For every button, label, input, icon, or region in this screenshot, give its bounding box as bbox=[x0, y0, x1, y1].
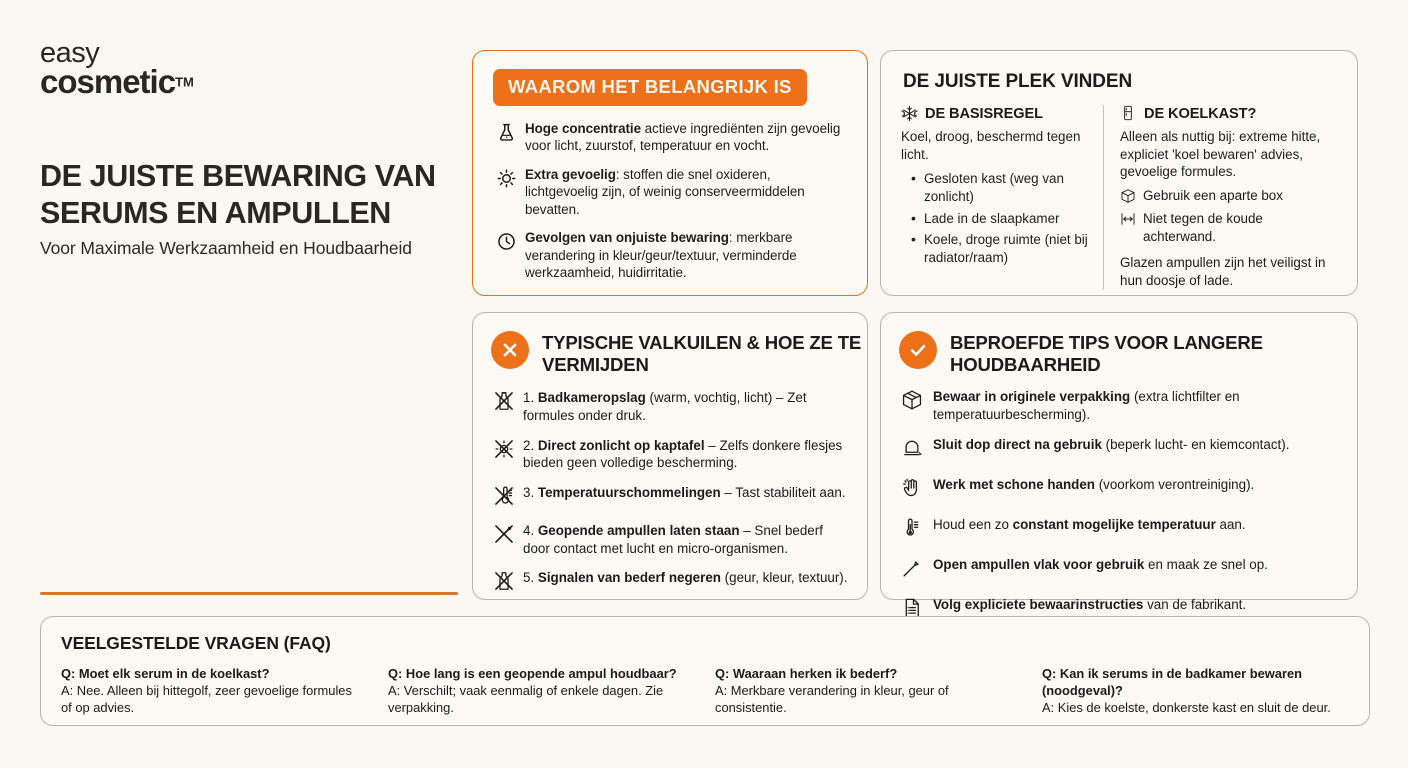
list-item bbox=[1120, 210, 1335, 245]
fridge-icon bbox=[1120, 105, 1137, 122]
list-item: • Gesloten kast (weg van zonlicht) bbox=[911, 170, 1103, 205]
list-item-text bbox=[929, 436, 1289, 454]
list-item-bold: Signalen van bederf negeren bbox=[537, 570, 721, 586]
list-item bbox=[895, 476, 1339, 504]
list-item: • Lade in de slaapkamer bbox=[911, 210, 1103, 228]
list-item bbox=[491, 166, 847, 218]
list-item-text bbox=[521, 229, 847, 281]
list-item bbox=[487, 389, 851, 424]
x-circle-icon bbox=[491, 331, 529, 369]
list-item-bold: Bewaar in originele verpakking bbox=[933, 389, 1131, 405]
list-item-pre: Houd een zo bbox=[933, 516, 1013, 532]
brand-logo bbox=[40, 37, 460, 100]
faq-question: Q: Moet elk serum in de koelkast? bbox=[61, 666, 270, 681]
faq-answer: A: Kies de koelste, donkerste kast en sluit de deur. bbox=[1042, 700, 1331, 716]
list-item-text bbox=[521, 120, 847, 155]
card-why-pill-title: WAAROM HET BELANGRIJK IS bbox=[493, 69, 807, 106]
faq-question: Q: Hoe lang is een geopende ampul houdbaar? bbox=[388, 666, 677, 681]
list-item-rest: : merkbare verandering in kleur/geur/textuur, verminderde werkzaamheid, huidirritatie. bbox=[525, 230, 797, 280]
list-item-bold: Badkameropslag bbox=[537, 390, 646, 406]
list-item bbox=[491, 229, 847, 281]
list-item-bold: Geopende ampullen laten staan bbox=[537, 522, 740, 538]
check-circle-icon bbox=[899, 331, 937, 369]
list-item bbox=[895, 556, 1339, 584]
list-item-rest: – Snel bederf door contact met lucht en micro-organismen. bbox=[523, 522, 823, 556]
faq-item bbox=[1042, 665, 1369, 716]
box-3d-icon bbox=[895, 388, 929, 416]
card-faq bbox=[40, 616, 1370, 726]
cap-icon bbox=[895, 436, 929, 464]
faq-question: Q: Waaraan herken ik bederf? bbox=[715, 666, 898, 681]
card-place-columns bbox=[881, 105, 1357, 290]
list-item bbox=[487, 437, 851, 472]
faq-grid bbox=[61, 665, 1369, 716]
basisregel-intro: Koel, droog, beschermd tegen licht. bbox=[901, 129, 1081, 162]
list-item-bold: Hoge concentratie bbox=[525, 121, 641, 136]
list-item-number: 2. bbox=[523, 437, 538, 453]
list-item-rest: (voorkom verontreiniging). bbox=[1094, 476, 1255, 492]
no-sun-icon bbox=[487, 437, 521, 463]
list-item-text bbox=[929, 388, 1339, 423]
list-item bbox=[487, 522, 851, 557]
list-item-rest: – Zelfs donkere flesjes bieden geen volledige bescherming. bbox=[523, 437, 843, 471]
list-item bbox=[895, 516, 1339, 544]
list-item-text bbox=[929, 596, 1246, 614]
list-item-text bbox=[929, 476, 1254, 494]
list-item-bold: Gevolgen van onjuiste bewaring bbox=[525, 230, 729, 246]
faq-item bbox=[61, 665, 388, 716]
card-pitfalls-header bbox=[491, 331, 867, 375]
faq-item bbox=[388, 665, 715, 716]
list-item bbox=[1120, 187, 1335, 204]
list-item-text bbox=[521, 522, 851, 557]
basisregel-bullets bbox=[911, 170, 1103, 266]
card-why-important bbox=[472, 50, 868, 296]
list-item-bold: Open ampullen vlak voor gebruik bbox=[933, 556, 1145, 572]
list-item-text bbox=[521, 437, 851, 472]
basisregel-heading-label: DE BASISREGEL bbox=[925, 105, 1043, 122]
card-place-left-column bbox=[881, 105, 1103, 290]
list-item-text bbox=[521, 484, 846, 502]
list-item-text bbox=[521, 166, 847, 218]
basisregel-heading bbox=[901, 105, 1103, 122]
card-proven-tips bbox=[880, 312, 1358, 612]
list-item-rest: en maak ze snel op. bbox=[1144, 556, 1268, 572]
list-item-bold: Extra gevoelig bbox=[525, 166, 616, 182]
clock-icon bbox=[491, 229, 521, 255]
koelkast-intro: Alleen als nuttig bij: extreme hitte, expliciet 'koel bewaren' advies, gevoelige formules. bbox=[1120, 129, 1321, 180]
box-icon bbox=[1120, 188, 1137, 204]
list-item bbox=[487, 484, 851, 510]
list-item-text: Gebruik een aparte box bbox=[1143, 188, 1283, 204]
list-item bbox=[491, 120, 847, 155]
card-pitfalls-title: TYPISCHE VALKUILEN & HOE ZE TE VERMIJDEN bbox=[542, 332, 862, 375]
list-item bbox=[487, 569, 851, 595]
sun-icon bbox=[491, 166, 521, 192]
card-tips-header bbox=[899, 331, 1357, 375]
orange-divider bbox=[40, 592, 458, 595]
card-tips-list bbox=[895, 388, 1339, 623]
faq-answer: A: Verschilt; vaak eenmalig of enkele dagen. Zie verpakking. bbox=[388, 683, 664, 716]
list-item-rest: (beperk lucht- en kiemcontact). bbox=[1101, 436, 1290, 452]
list-item-rest: actieve ingrediënten zijn gevoelig voor licht, zuurstof, temperatuur en vocht. bbox=[525, 121, 841, 154]
no-ampoule-icon bbox=[487, 522, 521, 548]
page-title: DE JUISTE BEWARING VAN SERUMS EN AMPULLEN bbox=[40, 159, 436, 230]
list-item bbox=[895, 436, 1339, 464]
koelkast-tail-text: Glazen ampullen zijn het veiligst in hun doosje of lade. bbox=[1120, 255, 1326, 289]
flask-icon bbox=[491, 120, 521, 146]
list-item-rest: (warm, vochtig, licht) – Zet formules onder druk. bbox=[523, 390, 807, 423]
card-typical-pitfalls bbox=[472, 312, 868, 600]
koelkast-heading bbox=[1120, 105, 1335, 122]
list-item-text bbox=[521, 569, 847, 587]
spacing-icon bbox=[1120, 211, 1137, 227]
list-item-bold: Werk met schone handen bbox=[933, 476, 1095, 492]
list-item-bold: Direct zonlicht op kaptafel bbox=[537, 437, 705, 453]
list-item-rest: – Tast stabiliteit aan. bbox=[720, 484, 846, 500]
list-item-text bbox=[929, 556, 1268, 574]
list-item-bold: Temperatuurschommelingen bbox=[537, 484, 721, 500]
clean-hand-icon bbox=[895, 476, 929, 504]
card-pitfalls-list bbox=[487, 389, 851, 595]
list-item bbox=[895, 388, 1339, 423]
list-item-rest: van de fabrikant. bbox=[1143, 596, 1247, 612]
no-bottle-icon bbox=[487, 389, 521, 415]
koelkast-heading-label: DE KOELKAST? bbox=[1144, 105, 1257, 122]
list-item-rest: (extra lichtfilter en temperatuurbescherming). bbox=[933, 389, 1240, 422]
faq-item bbox=[715, 665, 1042, 716]
brand-logo-line2: cosmetic bbox=[40, 62, 176, 100]
list-item-number: 5. bbox=[523, 570, 538, 586]
list-item-bold: Sluit dop direct na gebruik bbox=[933, 436, 1102, 452]
card-place-right-column bbox=[1103, 105, 1335, 290]
faq-question: Q: Kan ik serums in de badkamer bewaren (noodgeval)? bbox=[1042, 666, 1303, 699]
no-thermometer-icon bbox=[487, 484, 521, 510]
page-subtitle: Voor Maximale Werkzaamheid en Houdbaarheid bbox=[40, 238, 412, 258]
list-item-rest: aan. bbox=[1215, 516, 1246, 532]
faq-answer: A: Merkbare verandering in kleur, geur of consistentie. bbox=[715, 683, 949, 716]
list-item: • Koele, droge ruimte (niet bij radiator/raam) bbox=[911, 231, 1103, 266]
list-item-number: 4. bbox=[523, 522, 538, 538]
hero-block bbox=[40, 37, 460, 258]
thermometer-icon bbox=[895, 516, 929, 544]
snowflake-icon bbox=[901, 105, 918, 122]
list-item-text: Niet tegen de koude achterwand. bbox=[1143, 211, 1263, 244]
list-item-rest: : stoffen die snel oxideren, lichtgevoelig zijn, of weinig conserveermiddelen bevatten. bbox=[525, 166, 805, 217]
brand-logo-line1: easy bbox=[40, 37, 100, 69]
list-item-bold: constant mogelijke temperatuur bbox=[1012, 516, 1216, 532]
list-item-text bbox=[521, 389, 851, 424]
card-place-title: DE JUISTE PLEK VINDEN bbox=[903, 71, 1133, 92]
faq-answer: A: Nee. Alleen bij hittegolf, zeer gevoelige formules of op advies. bbox=[61, 683, 352, 716]
faq-title: VEELGESTELDE VRAGEN (FAQ) bbox=[61, 633, 331, 653]
list-item-bold: Volg expliciete bewaarinstructies bbox=[933, 596, 1144, 612]
list-item-number: 1. bbox=[523, 390, 538, 406]
card-tips-title: BEPROEFDE TIPS VOOR LANGERE HOUDBAARHEID bbox=[950, 332, 1263, 375]
list-item-text bbox=[929, 516, 1246, 534]
no-bottle-icon bbox=[487, 569, 521, 595]
card-why-list bbox=[491, 120, 847, 281]
ampoule-icon bbox=[895, 556, 929, 584]
list-item-number: 3. bbox=[523, 484, 538, 500]
card-find-right-place bbox=[880, 50, 1358, 296]
trademark-symbol: TM bbox=[175, 74, 194, 90]
list-item-rest: (geur, kleur, textuur). bbox=[720, 570, 848, 586]
